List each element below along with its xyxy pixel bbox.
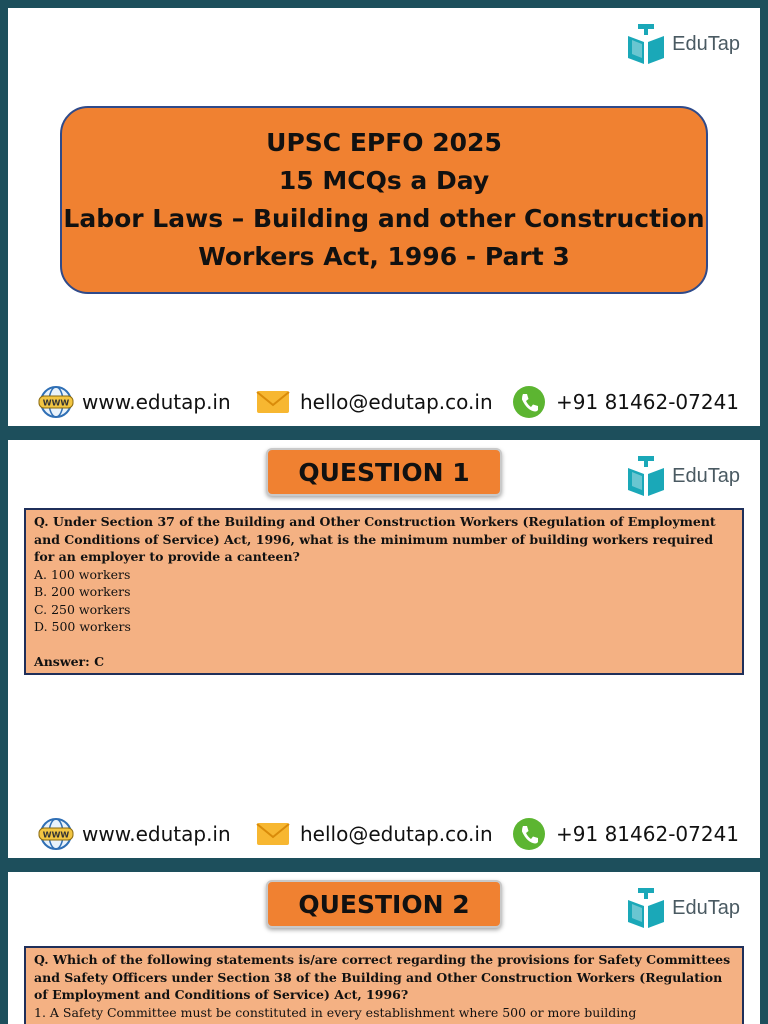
website-text: www.edutap.in [82,822,231,846]
website-text: www.edutap.in [82,390,231,414]
email-link[interactable] [256,814,493,854]
question-1-option-a: A. 100 workers [34,566,131,582]
logo-text: EduTap [672,896,740,919]
title-line-1: UPSC EPFO 2025 [266,128,502,157]
question-1-option-d: D. 500 workers [34,619,131,634]
website-link[interactable] [38,814,231,854]
svg-text:WWW: WWW [42,830,70,840]
title-line-3: Labor Laws – Building and other Construction [63,204,705,233]
question-1-box [24,508,744,675]
website-link[interactable] [38,382,231,422]
question-1-answer: Answer: C [34,653,105,669]
globe-icon [38,817,72,851]
title-line-4: Workers Act, 1996 - Part 3 [198,242,570,271]
contact-footer [8,814,760,854]
question-2-text: Q. Which of the following statements is/are correct regarding the provisions for Safety Committees and Safety Officers under Section 38 of the Building and Other Construction Workers (Regulation of Employment and Conditions of Service) Act, 1996? [34,952,731,1002]
question-2-banner: QUESTION 2 [266,880,502,928]
edutap-logo-icon [628,888,664,928]
question-1-banner: QUESTION 1 [266,448,502,496]
question-2-slide [8,872,760,1024]
edutap-logo [628,24,740,64]
phone-text: +91 81462-07241 [556,390,740,414]
question-2-box [24,946,744,1024]
phone-link[interactable] [512,814,739,854]
envelope-icon [256,385,290,419]
question-1-slide [8,440,760,858]
email-text: hello@edutap.co.in [300,390,493,414]
edutap-logo-icon [628,456,664,496]
phone-text: +91 81462-07241 [556,822,740,846]
title-line-2: 15 MCQs a Day [278,166,490,195]
globe-icon [38,385,72,419]
phone-link[interactable] [512,382,739,422]
question-1-text: Q. Under Section 37 of the Building and Other Construction Workers (Regulation of Employment and Conditions of Service) Act, 1996, what is the minimum number of building workers required for an employer to provide a canteen? [34,514,716,564]
question-1-option-b: B. 200 workers [34,584,131,599]
edutap-logo-icon [628,24,664,64]
svg-text:WWW: WWW [42,398,70,408]
edutap-logo [628,456,740,496]
email-link[interactable] [256,382,493,422]
question-2-option-1: 1. A Safety Committee must be constituted in every establishment where 500 or more building [34,1004,637,1020]
envelope-icon [256,817,290,851]
email-text: hello@edutap.co.in [300,822,493,846]
title-slide [8,8,760,426]
phone-icon [512,817,546,851]
title-banner [60,106,708,294]
logo-text: EduTap [672,464,740,487]
question-1-option-c: C. 250 workers [34,601,131,617]
contact-footer [8,382,760,422]
logo-text: EduTap [672,32,740,55]
edutap-logo [628,888,740,928]
phone-icon [512,385,546,419]
